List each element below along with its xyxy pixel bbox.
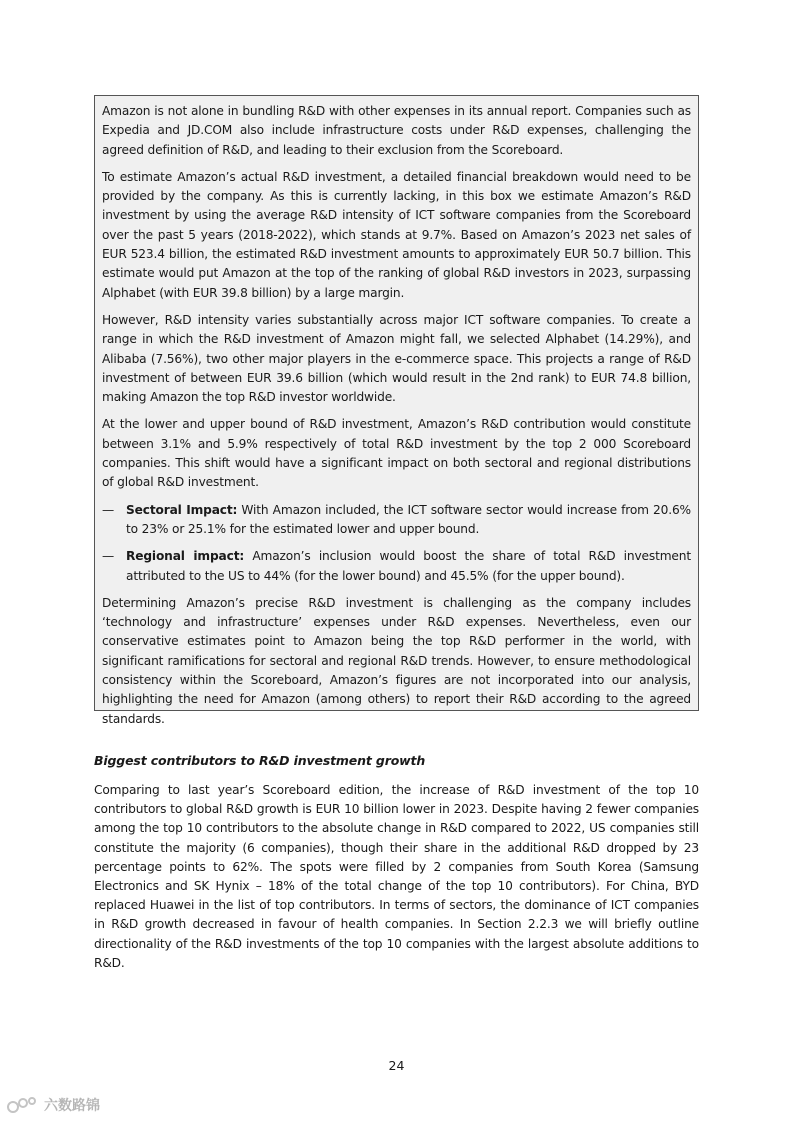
box-paragraph-3: However, R&D intensity varies substantially across major ICT software companies. To create a range in which the R&D investment of Amazon might fall, we selected Alphabet (14.29%), and Alibaba (7.56%), two other major players in the e-commerce space. This projects a range of R&D investment of between EUR 39.6 billion (which would result in the 2nd rank) to EUR 74.8 billion, making Amazon the top R&D investor worldwide. — [102, 312, 691, 405]
bullet-sectoral-impact — [102, 501, 691, 540]
bullet-body: Amazon’s inclusion would boost the share of total R&D investment attributed to the US to 44% (for the lower bound) and 45.5% (for the upper bound). — [126, 549, 691, 583]
box-paragraph-2: To estimate Amazon’s actual R&D investment, a detailed financial breakdown would need to be provided by the company. As this is currently lacking, in this box we estimate Amazon’s R&D investment by using the average R&D intensity of ICT software companies from the Scoreboard over the past 5 years (2018-2022), which stands at 9.7%. Based on Amazon’s 2023 net sales of EUR 523.4 billion, the estimated R&D investment amounts to approximately EUR 50.7 billion. This estimate would put Amazon at the top of the ranking of global R&D investors in 2023, surpassing Alphabet (with EUR 39.8 billion) by a large margin. — [102, 169, 691, 300]
amazon-info-box — [94, 95, 699, 726]
body-paragraph: Comparing to last year’s Scoreboard edition, the increase of R&D investment of the top 10 contributors to global R&D growth is EUR 10 billion lower in 2023. Despite having 2 fewer companies among the top 10 contributors to the absolute change in R&D compared to 2022, US companies still constitute the majority (6 companies), though their share in the additional R&D dropped by 23 percentage points to 62%. The spots were filled by 2 companies from South Korea (Samsung Electronics and SK Hynix – 18% of the total change of the top 10 contributors). For China, BYD replaced Huawei in the list of top contributors. In terms of sectors, the dominance of ICT companies in R&D growth decreased in favour of health companies. In Section 2.2.3 we will briefly outline directionality of the R&D investments of the top 10 companies with the largest absolute additions to R&D. — [94, 783, 699, 970]
watermark — [6, 1095, 100, 1115]
box-paragraph-1: Amazon is not alone in bundling R&D with other expenses in its annual report. Companies such as Expedia and JD.COM also include infrastructure costs under R&D expenses, challenging the agreed definition of R&D, and leading to their exclusion from the Scoreboard. — [102, 104, 691, 157]
bullet-regional-impact — [102, 547, 691, 586]
watermark-logo-icon — [6, 1095, 40, 1115]
bullet-label: Sectoral Impact: — [126, 502, 238, 517]
bullet-label: Regional impact: — [126, 549, 245, 564]
page-number: 24 — [388, 1058, 405, 1073]
watermark-text: 六数路锦 — [44, 1098, 100, 1114]
section-title: Biggest contributors to R&D investment growth — [94, 753, 426, 768]
bullet-text — [126, 501, 691, 540]
bullet-dash: — — [102, 549, 115, 564]
bullet-text — [126, 547, 691, 586]
box-paragraph-5: Determining Amazon’s precise R&D investment is challenging as the company includes ‘technology and infrastructure’ expenses under R&D expenses. Nevertheless, even our conservative estimates point to Amazon being the top R&D performer in the world, with significant ramifications for sectoral and regional R&D trends. However, to ensure methodological consistency within the Scoreboard, Amazon’s figures are not incorporated into our analysis, highlighting the need for Amazon (among others) to report their R&D according to the agreed standards. — [102, 595, 691, 726]
bullet-body: With Amazon included, the ICT software sector would increase from 20.6% to 23% or 25.1% for the estimated lower and upper bound. — [126, 502, 691, 536]
bullet-dash: — — [102, 502, 115, 517]
box-paragraph-4: At the lower and upper bound of R&D investment, Amazon’s R&D contribution would constitute between 3.1% and 5.9% respectively of total R&D investment by the top 2 000 Scoreboard companies. This shift would have a significant impact on both sectoral and regional distributions of global R&D investment. — [102, 417, 691, 490]
